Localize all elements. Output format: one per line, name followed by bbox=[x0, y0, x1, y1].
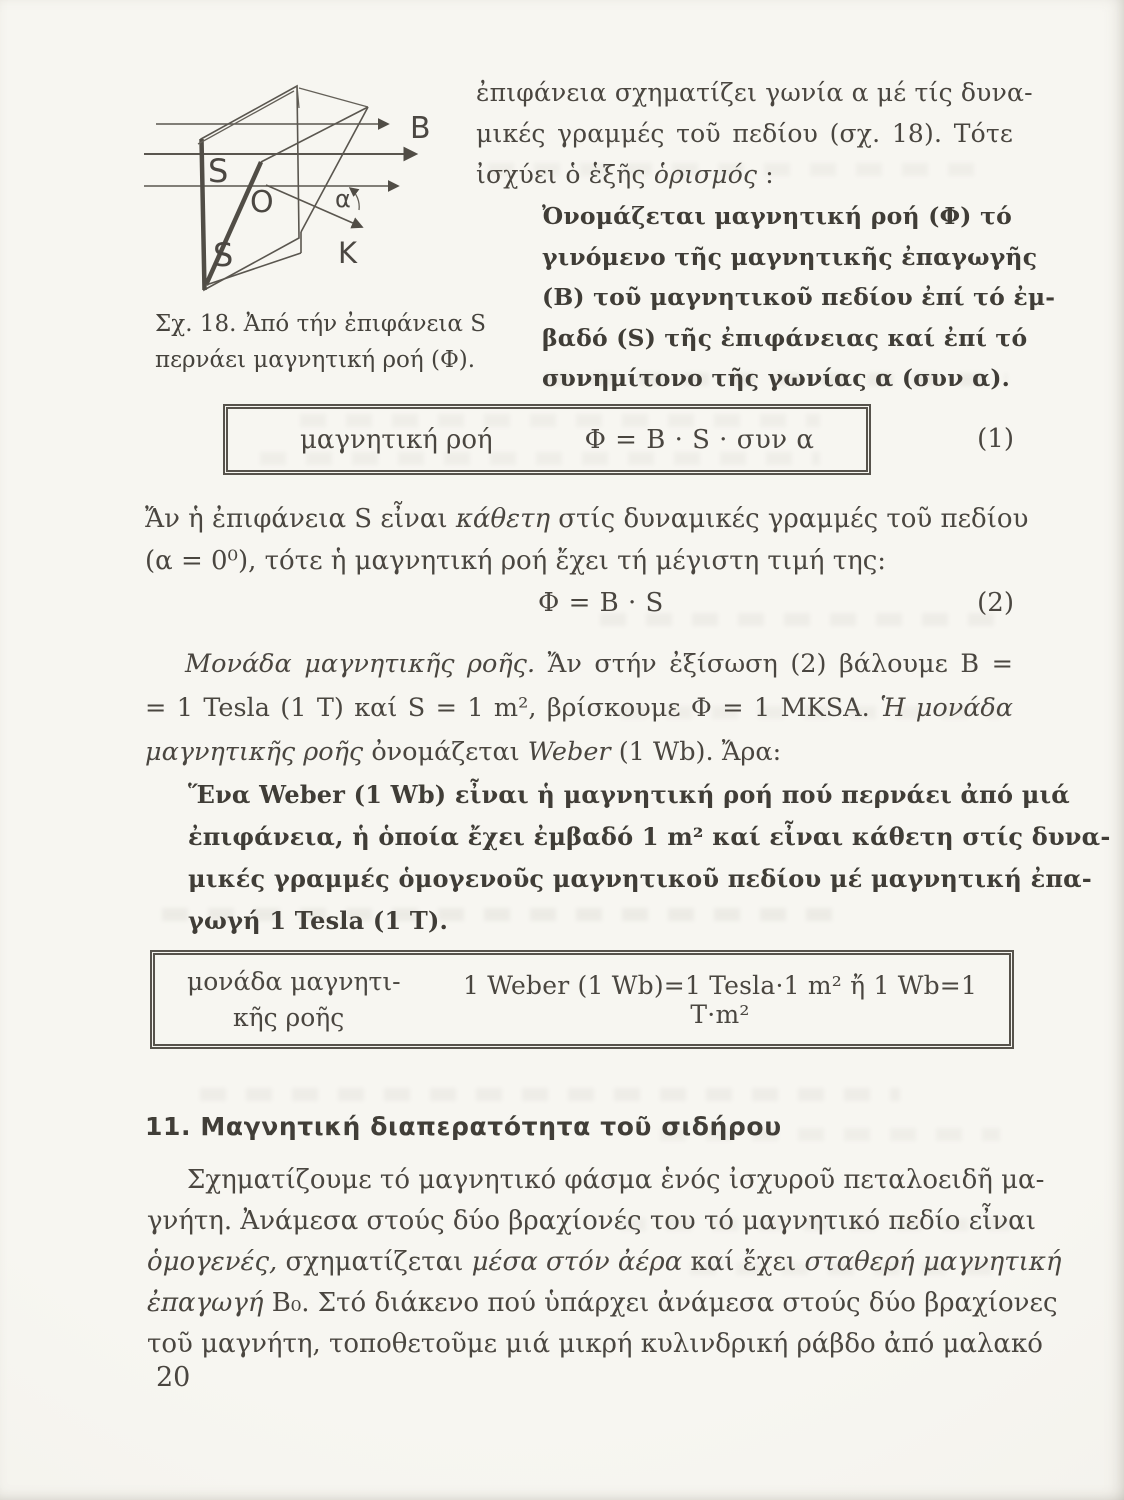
figure-caption bbox=[155, 306, 487, 378]
flux-unit-line3 bbox=[145, 730, 1013, 774]
iron-line3-text2: καί ἔχει bbox=[682, 1247, 805, 1277]
axis-line bbox=[299, 88, 368, 107]
page-number: 20 bbox=[156, 1362, 191, 1393]
iron-line4 bbox=[147, 1283, 1058, 1324]
section-11-heading: 11. Μαγνητική διαπερατότητα τοῦ σιδήρου bbox=[145, 1112, 782, 1141]
iron-line4-text: Β₀. Στό διάκενο πού ὑπάρχει ἀνάμεσα στούς δύο βραχίονες bbox=[263, 1288, 1058, 1318]
perpendicular-line2: (α = 0⁰), τότε ἡ μαγνητική ροή ἔχει τή μέγιστη τιμή της: bbox=[145, 546, 887, 576]
perpendicular-line1-rest: στίς δυναμικές γραμμές τοῦ πεδίου bbox=[550, 504, 1029, 534]
flux-unit-box-label bbox=[155, 964, 439, 1036]
weber-line1: Ἕνα Weber (1 Wb) εἶναι ἡ μαγνητική ροή πού περνάει ἀπό μιά bbox=[188, 780, 1070, 809]
point-k-label: K bbox=[338, 236, 358, 270]
surface-s-label-upper: S bbox=[208, 152, 229, 190]
surface-s-label-lower: S bbox=[213, 236, 234, 274]
flux-unit-line2-text: = 1 Tesla (1 T) καί S = 1 m², βρίσκουμε Φ = 1 MKSA. bbox=[145, 693, 881, 723]
flux-unit-box bbox=[150, 950, 1014, 1049]
iron-line3-italic3: σταθερή μαγνητική bbox=[804, 1247, 1062, 1277]
figure-caption-line1: Σχ. 18. Ἀπό τήν ἐπιφάνεια S bbox=[155, 311, 487, 337]
iron-line4-italic: ἐπαγωγή bbox=[147, 1288, 264, 1318]
flux-formula-label: μαγνητική ροή bbox=[300, 424, 493, 455]
flux-unit-box-formula: 1 Weber (1 Wb)=1 Tesla·1 m² ἤ 1 Wb=1 T·m² bbox=[462, 970, 978, 1029]
figure-caption-line2: περνάει μαγνητική ροή (Φ). bbox=[155, 347, 476, 373]
perpendicular-line1 bbox=[145, 498, 1029, 540]
equation-2-number: (2) bbox=[977, 588, 1014, 618]
definition-line1: Ὀνομάζεται μαγνητική ροή (Φ) τό bbox=[542, 202, 1012, 230]
iron-line3-text1: σχηματίζεται bbox=[277, 1247, 472, 1277]
flux-unit-paragraph bbox=[145, 642, 1013, 774]
angle-alpha-label: α bbox=[335, 185, 351, 213]
iron-line3-italic1: ὁμογενές, bbox=[147, 1247, 278, 1277]
perpendicular-case-paragraph bbox=[145, 498, 1029, 582]
flux-unit-line1-italic: Μονάδα μαγνητικῆς ροῆς. bbox=[185, 649, 536, 679]
intro-line1: ἐπιφάνεια σχηματίζει γωνία α μέ τίς δυνα- bbox=[476, 78, 1033, 107]
iron-line5: τοῦ μαγνήτη, τοποθετοῦμε μιά μικρή κυλινδρική ράβδο ἀπό μαλακό bbox=[147, 1329, 1043, 1359]
flux-unit-box-label-line1: μονάδα μαγνητι- bbox=[187, 966, 401, 996]
definition-line5: συνημίτονο τῆς γωνίας α (συν α). bbox=[542, 364, 1011, 392]
flux-unit-line2-italic: Ἡ μονάδα bbox=[880, 693, 1013, 723]
iron-line3-italic2: μέσα στόν ἀέρα bbox=[471, 1247, 683, 1277]
flux-formula-box bbox=[223, 404, 871, 475]
flux-unit-line3-italic1: μαγνητικῆς ροῆς bbox=[145, 737, 364, 767]
intro-line3 bbox=[476, 154, 1013, 195]
definition-line4: βαδό (S) τῆς ἐπιφάνειας καί ἐπί τό bbox=[542, 323, 1028, 352]
equation-1-number: (1) bbox=[977, 424, 1014, 454]
bleedthrough-artifact bbox=[200, 1088, 900, 1101]
flux-formula: Φ = B · S · συν α bbox=[584, 424, 815, 455]
iron-permeability-paragraph bbox=[147, 1160, 1062, 1365]
flux-unit-line2 bbox=[145, 686, 1013, 730]
weber-line3: μικές γραμμές ὁμογενοῦς μαγνητικοῦ πεδίου μέ μαγνητική ἐπα- bbox=[188, 864, 1092, 893]
angle-arc bbox=[350, 188, 359, 210]
flux-unit-line3-rest: (1 Wb). Ἄρα: bbox=[610, 737, 782, 767]
intro-line3-colon: : bbox=[757, 160, 774, 189]
intro-paragraph bbox=[476, 72, 1033, 195]
point-o-label: O bbox=[250, 185, 274, 220]
flux-unit-box-label-line2: κῆς ροῆς bbox=[233, 1002, 345, 1032]
flux-unit-line1 bbox=[145, 642, 1013, 686]
weber-line4: γωγή 1 Tesla (1 T). bbox=[188, 906, 449, 935]
weber-definition-block bbox=[188, 774, 1111, 942]
flux-unit-line3-italic2: Weber bbox=[527, 737, 611, 767]
weber-line2: ἐπιφάνεια, ἡ ὁποία ἔχει ἐμβαδό 1 m² καί εἶναι κάθετη στίς δυνα- bbox=[188, 822, 1111, 851]
surface-vertical-thickness bbox=[198, 91, 294, 144]
figure-18-magnetic-flux-diagram bbox=[138, 76, 470, 310]
flux-unit-line3-text: ὀνομάζεται bbox=[363, 737, 528, 767]
surface-tilted-right bbox=[301, 107, 368, 232]
surface-vertical-edge bbox=[202, 139, 205, 290]
b-field-label: B bbox=[410, 111, 431, 146]
intro-line3-italic: ὁρισμός bbox=[653, 160, 758, 189]
iron-line1: Σχηματίζουμε τό μαγνητικό φάσμα ἑνός ἰσχυροῦ πεταλοειδῆ μα- bbox=[187, 1165, 1045, 1195]
definition-line2: γινόμενο τῆς μαγνητικῆς ἐπαγωγῆς bbox=[542, 242, 1038, 271]
flux-unit-line1-text: Ἄν στήν ἐξίσωση (2) βάλουμε Β = bbox=[535, 649, 1013, 679]
definition-line3: (Β) τοῦ μαγνητικοῦ πεδίου ἐπί τό ἐμ- bbox=[542, 283, 1056, 311]
equation-2-formula: Φ = B · S bbox=[538, 588, 664, 618]
flux-definition-block bbox=[542, 196, 1056, 399]
intro-line3-text: ἰσχύει ὁ ἑξῆς bbox=[476, 160, 654, 189]
iron-line3 bbox=[147, 1242, 1062, 1283]
perpendicular-line1-italic: κάθετη bbox=[455, 504, 551, 534]
intro-line2: μικές γραμμές τοῦ πεδίου (σχ. 18). Τότε bbox=[476, 119, 1013, 148]
iron-line2: γνήτη. Ἀνάμεσα στούς δύο βραχίονές του τό μαγνητικό πεδίο εἶναι bbox=[147, 1206, 1036, 1236]
perpendicular-line1-text: Ἄν ἡ ἐπιφάνεια S εἶναι bbox=[145, 504, 456, 534]
